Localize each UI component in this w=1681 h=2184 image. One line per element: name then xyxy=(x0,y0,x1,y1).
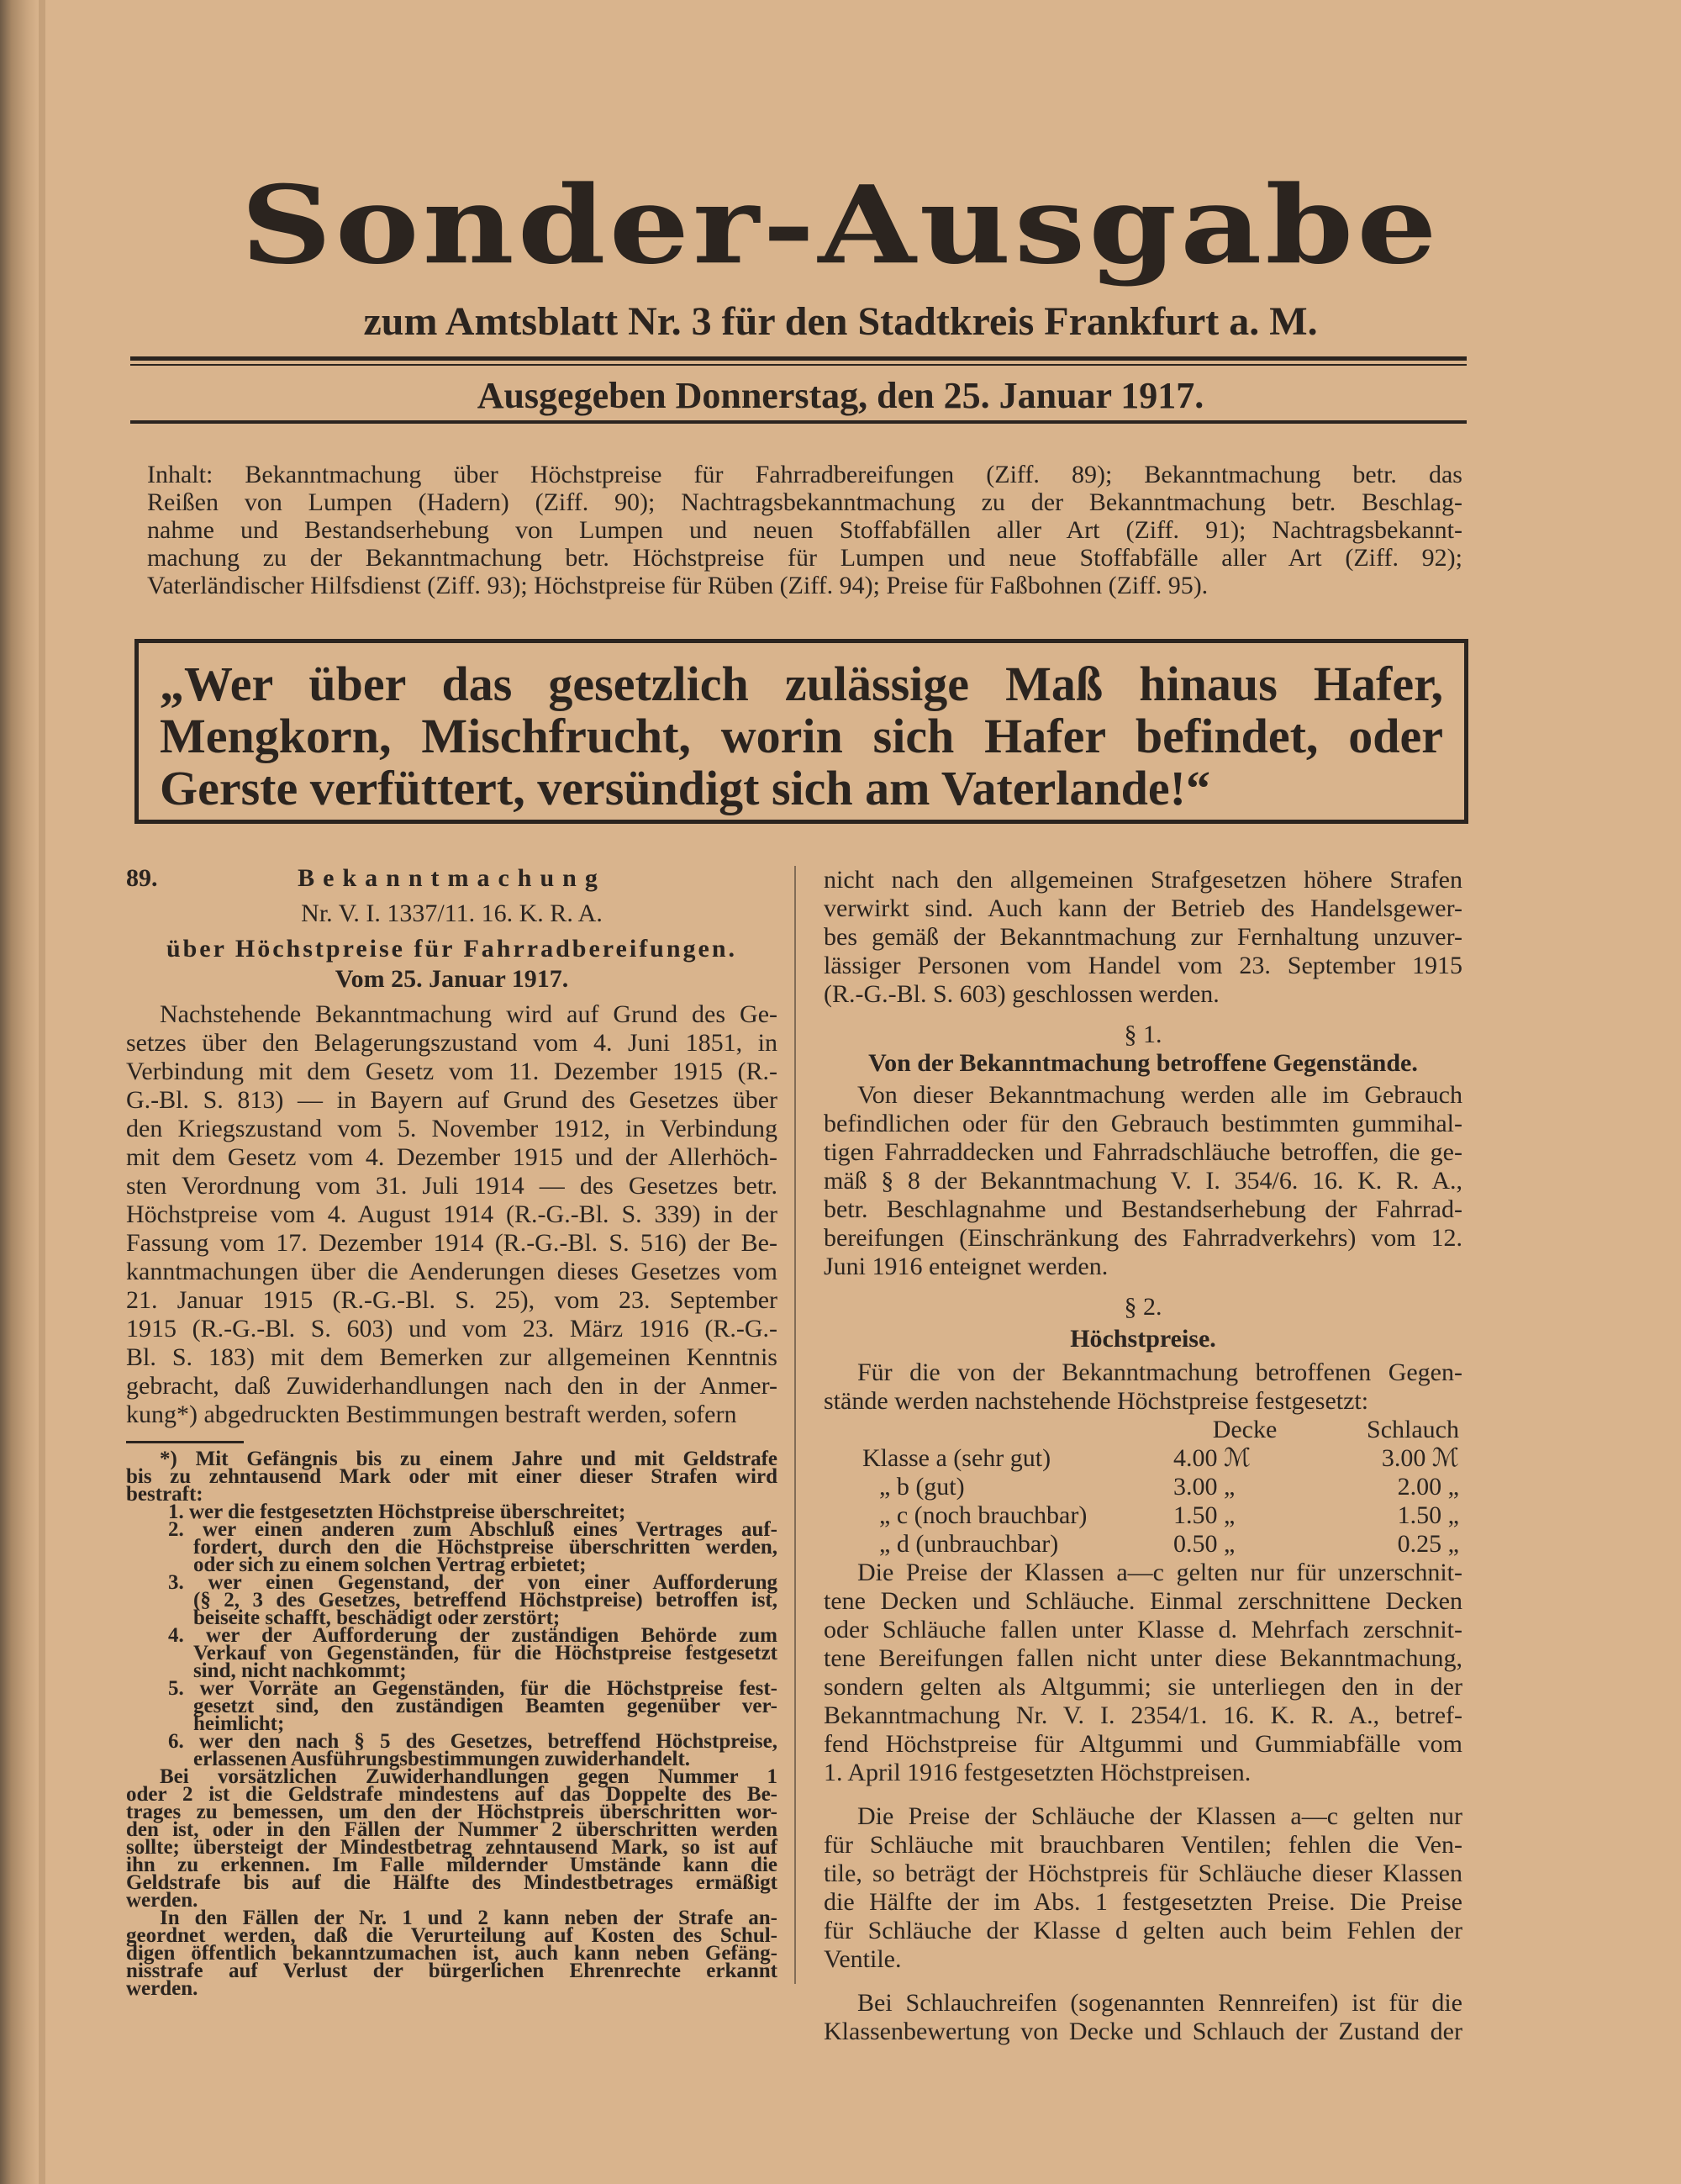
text-line: werden. xyxy=(126,1889,198,1912)
text-line: mäß § 8 der Bekanntmachung V. I. 354/6. 16. K. R. A., xyxy=(824,1167,1462,1195)
price-decke: 4.00 ℳ xyxy=(1173,1444,1252,1472)
text-line: Verkauf von Gegenständen, für die Höchstpreise festgesetzt xyxy=(193,1642,777,1664)
text-line: nisstrafe auf Verlust der bürgerlichen Ehrenrechte erkannt xyxy=(126,1960,777,1982)
price-class: Klasse a (sehr gut) xyxy=(862,1444,1051,1472)
price-row xyxy=(862,1473,1459,1501)
price-table xyxy=(862,1416,1459,1559)
masthead-subtitle: zum Amtsblatt Nr. 3 für den Stadtkreis Frankfurt a. M. xyxy=(363,299,1318,344)
text-line: digen öffentlich bekanntzumachen ist, auch kann neben Gefäng- xyxy=(126,1942,777,1965)
text-line: oder 2 ist die Geldstrafe mindestens auf das Doppelte des Be- xyxy=(126,1783,777,1806)
masthead-rule-top-thin xyxy=(130,364,1467,366)
text-line: werden. xyxy=(126,1977,198,2000)
text-line: 1915 (R.-G.-Bl. S. 603) und vom 23. März 1916 (R.-G.- xyxy=(126,1315,777,1343)
notice-reference: Nr. V. I. 1337/11. 16. K. R. A. xyxy=(301,899,603,927)
text-line: den ist, oder in den Fällen der Nummer 2 überschritten werden xyxy=(126,1818,777,1841)
masthead-rule-top xyxy=(130,356,1467,361)
price-class: „ c (noch brauchbar) xyxy=(879,1501,1088,1529)
text-line: Gerste verfüttert, versündigt sich am Vaterlande!“ xyxy=(160,761,1210,815)
text-line: tene Decken und Schläuche. Einmal zerschnittene Decken xyxy=(824,1587,1462,1615)
text-line: bestraft: xyxy=(126,1483,203,1506)
section-2-number: § 2. xyxy=(1124,1293,1162,1321)
text-line: Für die von der Bekanntmachung betroffenen Gegen- xyxy=(857,1358,1462,1386)
text-line: nicht nach den allgemeinen Strafgesetzen höhere Strafen xyxy=(824,866,1462,894)
paragraph-cut-tires xyxy=(824,1559,1462,1787)
price-row xyxy=(862,1444,1459,1473)
text-line: befindlichen oder für den Gebrauch bestimmten gummihal- xyxy=(824,1110,1462,1137)
price-row xyxy=(862,1530,1459,1559)
text-line: sondern gelten als Altgummi; sie unterliegen den in der xyxy=(824,1673,1462,1701)
notice-left-column xyxy=(126,864,777,2000)
text-line: trages zu bemessen, um den der Höchstpreis überschritten wor- xyxy=(126,1801,777,1823)
notice-date: Vom 25. Januar 1917. xyxy=(335,965,569,993)
text-line: Die Preise der Klassen a—c gelten nur für unzerschnit- xyxy=(857,1559,1462,1586)
text-line: nahme und Bestandserhebung von Lumpen und neuen Stoffabfällen aller Art (Ziff. 91); Nachtragsbekannt- xyxy=(147,516,1462,544)
table-of-contents xyxy=(147,461,1462,599)
text-line: 5. wer Vorräte an Gegenständen, für die Höchstpreise fest- xyxy=(168,1677,777,1700)
text-line: kanntmachungen über die Aenderungen dieses Gesetzes vom xyxy=(126,1258,777,1285)
text-line: In den Fällen der Nr. 1 und 2 kann neben der Strafe an- xyxy=(160,1907,777,1929)
text-line: Die Preise der Schläuche der Klassen a—c gelten nur xyxy=(857,1802,1462,1830)
price-row xyxy=(862,1501,1459,1530)
text-line: Von dieser Bekanntmachung werden alle im Gebrauch xyxy=(857,1081,1462,1109)
text-line: bereifungen (Einschränkung des Fahrradverkehrs) vom 12. xyxy=(824,1224,1462,1252)
text-line: (R.-G.-Bl. S. 603) geschlossen werden. xyxy=(824,980,1220,1008)
text-line: Bei vorsätzlichen Zuwiderhandlungen gegen Nummer 1 xyxy=(160,1765,777,1788)
text-line: beiseite schafft, beschädigt oder zerstört; xyxy=(193,1606,561,1629)
text-line: den Kriegszustand vom 5. November 1912, in Verbindung xyxy=(126,1115,777,1142)
price-decke: 3.00 „ xyxy=(1173,1473,1236,1501)
text-line: für Schläuche mit brauchbaren Ventilen; fehlen die Ven- xyxy=(824,1831,1462,1859)
text-line: Nachstehende Bekanntmachung wird auf Grund des Ge- xyxy=(160,1000,777,1028)
section-1-number: § 1. xyxy=(1124,1021,1162,1048)
notice-body xyxy=(126,1000,777,1429)
text-line: Klassenbewertung von Decke und Schlauch der Zustand der xyxy=(824,2018,1462,2045)
text-line: mit dem Gesetz vom 4. Dezember 1915 und der Allerhöch- xyxy=(126,1143,777,1171)
text-line: *) Mit Gefängnis bis zu einem Jahre und mit Geldstrafe xyxy=(160,1448,777,1470)
text-line: G.-Bl. S. 813) — in Bayern auf Grund des Gesetzes über xyxy=(126,1086,777,1114)
text-line: Fassung vom 17. Dezember 1914 (R.-G.-Bl. S. 516) der Be- xyxy=(126,1229,777,1257)
text-line: Höchstpreise vom 4. August 1914 (R.-G.-Bl. S. 339) in der xyxy=(126,1200,777,1228)
text-line: „Wer über das gesetzlich zulässige Maß hinaus Hafer, xyxy=(160,657,1443,711)
text-line: oder sich zu einem solchen Vertrag erbietet; xyxy=(193,1554,587,1576)
text-line: Inhalt: Bekanntmachung über Höchstpreise für Fahrradbereifungen (Ziff. 89); Bekanntmachung betr. das xyxy=(147,461,1462,488)
paragraph-valves xyxy=(824,1802,1462,1974)
text-line: 1. April 1916 festgesetzten Höchstpreisen. xyxy=(824,1759,1252,1786)
section-1-body xyxy=(824,1081,1462,1281)
notice-number: 89. xyxy=(126,864,158,892)
text-line: stände werden nachstehende Höchstpreise festgesetzt: xyxy=(824,1387,1369,1415)
text-line: sind, nicht nachkommt; xyxy=(193,1659,407,1682)
text-line: ihn zu erkennen. Im Falle mildernder Umstände kann die xyxy=(126,1854,777,1876)
banner-quote xyxy=(160,658,1443,815)
text-line: Geldstrafe bis auf die Hälfte des Mindestbetrages ermäßigt xyxy=(126,1871,777,1894)
text-line: (§ 2, 3 des Gesetzes, betreffend Höchstpreise) betroffen ist, xyxy=(193,1589,777,1612)
text-line: die Hälfte der im Abs. 1 festgesetzten Preise. Die Preise xyxy=(824,1888,1462,1916)
issue-date: Ausgegeben Donnerstag, den 25. Januar 1917. xyxy=(477,375,1204,416)
text-line: Bl. S. 183) mit dem Bemerken zur allgemeinen Kenntnis xyxy=(126,1343,777,1371)
text-line: für Schläuche der Klasse d gelten auch beim Fehlen der xyxy=(824,1917,1462,1944)
text-line: tigen Fahrraddecken und Fahrradschläuche betroffen, die ge- xyxy=(824,1138,1462,1166)
text-line: Vaterländischer Hilfsdienst (Ziff. 93); Höchstpreise für Rüben (Ziff. 94); Preise für Faßbohnen (Ziff. 95). xyxy=(147,572,1209,599)
price-class: „ d (unbrauchbar) xyxy=(879,1530,1059,1558)
price-schlauch: 3.00 ℳ xyxy=(1381,1444,1459,1472)
text-line: bes gemäß der Bekanntmachung zur Fernhaltung unzuver- xyxy=(824,923,1462,951)
text-line: Reißen von Lumpen (Hadern) (Ziff. 90); Nachtragsbekanntmachung zu der Bekanntmachung betr. Beschlag- xyxy=(147,488,1462,516)
price-schlauch: 0.25 „ xyxy=(1397,1530,1459,1558)
price-schlauch: 1.50 „ xyxy=(1397,1501,1459,1529)
banner-box xyxy=(134,639,1468,824)
footnote-rule xyxy=(126,1441,244,1443)
text-line: fend Höchstpreise für Altgummi und Gummiabfälle vom xyxy=(824,1730,1462,1758)
text-line: kung*) abgedruckten Bestimmungen bestraft werden, sofern xyxy=(126,1401,737,1428)
section-2-title: Höchstpreise. xyxy=(1070,1325,1216,1353)
text-line: 1. wer die festgesetzten Höchstpreise überschreitet; xyxy=(168,1501,626,1523)
text-line: verwirkt sind. Auch kann der Betrieb des Handelsgewer- xyxy=(824,894,1462,922)
text-line: Bekanntmachung Nr. V. I. 2354/1. 16. K. R. A., betref- xyxy=(824,1701,1462,1729)
text-line: tene Bereifungen fallen nicht unter diese Bekanntmachung, xyxy=(824,1644,1462,1672)
price-decke: 0.50 „ xyxy=(1173,1530,1236,1558)
text-line: geordnet werden, daß die Verurteilung auf Kosten des Schul- xyxy=(126,1924,777,1947)
text-line: machung zu der Bekanntmachung betr. Höchstpreise für Lumpen und neue Stoffabfälle aller Art (Ziff. 92); xyxy=(147,544,1462,572)
masthead-rule-bottom xyxy=(130,420,1467,424)
intro-paragraph xyxy=(824,866,1462,1009)
notice-heading: Bekanntmachung xyxy=(298,864,606,892)
text-line: sollte; übersteigt der Mindestbetrag zehntausend Mark, so ist auf xyxy=(126,1836,777,1859)
price-table-header xyxy=(862,1416,1459,1444)
text-line: gebracht, daß Zuwiderhandlungen nach den in der Anmer- xyxy=(126,1372,777,1400)
price-schlauch: 2.00 „ xyxy=(1397,1473,1459,1501)
text-line: gesetzt sind, den zuständigen Beamten gegenüber ver- xyxy=(193,1695,777,1717)
text-line: Bei Schlauchreifen (sogenannten Rennreifen) ist für die xyxy=(857,1989,1462,2017)
text-line: tile, so beträgt der Höchstpreis für Schläuche dieser Klassen xyxy=(824,1860,1462,1887)
text-line: Ventile. xyxy=(824,1945,902,1973)
text-line: heimlicht; xyxy=(193,1712,285,1735)
footnote xyxy=(126,1448,777,2000)
text-line: lässiger Personen vom Handel vom 23. September 1915 xyxy=(824,952,1462,979)
text-line: 21. Januar 1915 (R.-G.-Bl. S. 25), vom 23. September xyxy=(126,1286,777,1314)
text-line: 3. wer einen Gegenstand, der von einer Aufforderung xyxy=(168,1571,777,1594)
text-line: bis zu zehntausend Mark oder mit einer dieser Strafen wird xyxy=(126,1465,777,1488)
text-line: Juni 1916 enteignet werden. xyxy=(824,1253,1109,1280)
section-1-title: Von der Bekanntmachung betroffene Gegenstände. xyxy=(868,1049,1418,1077)
text-line: 2. wer einen anderen zum Abschluß eines Vertrages auf- xyxy=(168,1518,777,1541)
text-line: betr. Beschlagnahme und Bestandserhebung der Fahrrad- xyxy=(824,1195,1462,1223)
notice-subject: über Höchstpreise für Fahrradbereifungen. xyxy=(166,935,738,963)
masthead-title: Sonder-Ausgabe xyxy=(240,162,1441,288)
text-line: sten Verordnung vom 31. Juli 1914 — des Gesetzes betr. xyxy=(126,1172,777,1200)
text-line: fordert, durch den die Höchstpreise überschritten werden, xyxy=(193,1536,777,1559)
header-decke: Decke xyxy=(1212,1416,1278,1443)
column-divider xyxy=(794,866,796,1984)
text-line: Mengkorn, Mischfrucht, worin sich Hafer befindet, oder xyxy=(160,709,1443,763)
text-line: oder Schläuche fallen unter Klasse d. Mehrfach zerschnit- xyxy=(824,1616,1462,1643)
text-line: setzes über den Belagerungszustand vom 4. Juni 1851, in xyxy=(126,1029,777,1057)
section-2-intro xyxy=(824,1358,1462,1416)
text-line: 6. wer den nach § 5 des Gesetzes, betreffend Höchstpreise, xyxy=(168,1730,777,1753)
header-schlauch: Schlauch xyxy=(1367,1416,1459,1443)
paragraph-racing-tires xyxy=(824,1989,1462,2046)
text-line: erlassenen Ausführungsbestimmungen zuwiderhandelt. xyxy=(193,1748,691,1770)
price-class: „ b (gut) xyxy=(879,1473,965,1501)
text-line: Verbindung mit dem Gesetz vom 11. Dezember 1915 (R.- xyxy=(126,1058,777,1085)
text-line: 4. wer der Aufforderung der zuständigen Behörde zum xyxy=(168,1624,777,1647)
notice-right-column xyxy=(824,866,1462,2046)
price-decke: 1.50 „ xyxy=(1173,1501,1236,1529)
